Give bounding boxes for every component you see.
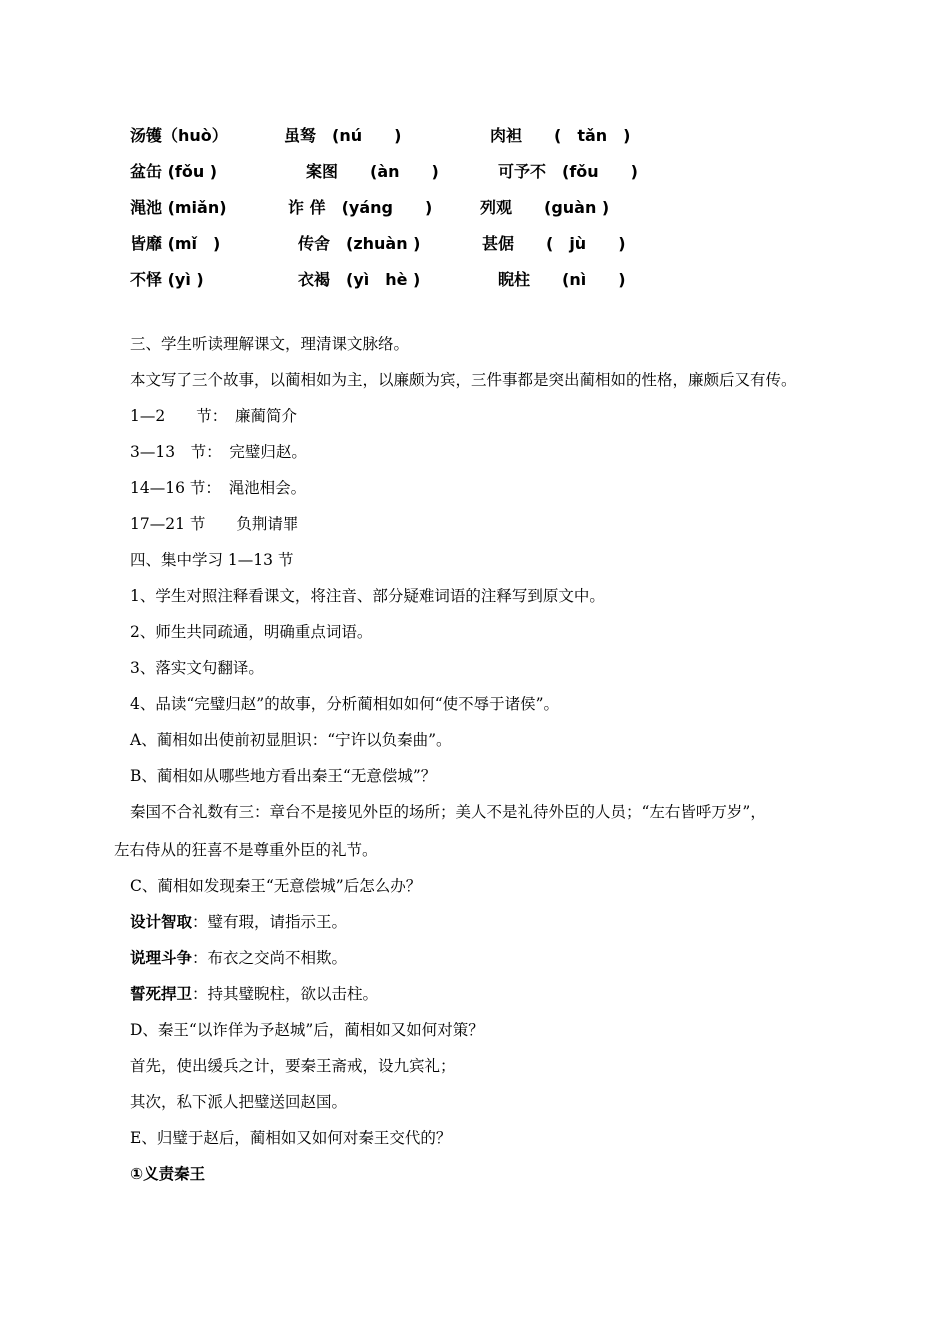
line-text: ：布衣之交尚不相欺。 [192, 949, 348, 967]
text-line [130, 946, 347, 970]
vocab-entry: 虽驽 (nú ) [284, 126, 402, 145]
vocab-entry: 甚倨 ( jù ) [482, 234, 626, 253]
text-line: E、归璧于赵后，蔺相如又如何对秦王交代的？ [130, 1129, 452, 1147]
vocab-entry: 睨柱 (nì ) [498, 270, 626, 289]
vocab-row [0, 124, 950, 148]
vocab-entry: 诈 佯 (yáng ) [288, 198, 433, 217]
bold-label: 设计智取 [130, 913, 193, 931]
text-line: 1—2 节： 廉蔺简介 [130, 407, 297, 425]
vocab-row [0, 232, 950, 256]
vocab-entry: 衣褐 (yì hè ) [298, 270, 421, 289]
vocab-entry: 汤镬（huò） [130, 126, 228, 145]
text-line: 本文写了三个故事，以蔺相如为主，以廉颇为宾，三件事都是突出蔺相如的性格，廉颇后又有传。 [130, 371, 797, 389]
text-line: 秦国不合礼数有三：章台不是接见外臣的场所；美人不是礼待外臣的人员；“左右皆呼万岁”， [130, 803, 766, 821]
vocab-entry: 渑池 (miǎn) [130, 198, 227, 217]
text-line: 14—16 节： 渑池相会。 [130, 479, 307, 497]
vocab-row [0, 196, 950, 220]
vocab-entry: 可予不 (fǒu ) [498, 162, 638, 181]
bold-label: 誓死捍卫 [130, 985, 193, 1003]
text-line: 3—13 节： 完璧归赵。 [130, 443, 307, 461]
text-line: C、蔺相如发现秦王“无意偿城”后怎么办？ [130, 877, 422, 895]
vocab-row [0, 268, 950, 292]
vocab-entry: 不怿 (yì ) [130, 270, 204, 289]
text-line: 左右侍从的狂喜不是尊重外臣的礼节。 [114, 841, 378, 859]
text-line: 4、品读“完璧归赵”的故事，分析蔺相如如何“使不辱于诸侯”。 [130, 695, 560, 713]
vocab-row [0, 160, 950, 184]
vocab-entry: 皆靡 (mǐ ) [130, 234, 221, 253]
text-line: 3、落实文句翻译。 [130, 659, 264, 677]
line-text: ：持其璧睨柱，欲以击柱。 [192, 985, 379, 1003]
text-line: 1、学生对照注释看课文，将注音、部分疑难词语的注释写到原文中。 [130, 587, 605, 605]
text-line: A、蔺相如出使前初显胆识：“宁许以负秦曲”。 [130, 731, 452, 749]
vocab-entry: 盆缶 (fǒu ) [130, 162, 218, 181]
text-line: 17—21 节 负荆请罪 [130, 515, 299, 533]
text-line: 2、师生共同疏通，明确重点词语。 [130, 623, 373, 641]
text-line: 三、学生听读理解课文，理清课文脉络。 [130, 335, 410, 353]
line-text: ：璧有瑕，请指示王。 [192, 913, 348, 931]
text-line [130, 910, 347, 934]
text-line [130, 982, 378, 1006]
vocab-entry: 肉袒 ( tǎn ) [490, 126, 631, 145]
text-line: ①义责秦王 [130, 1165, 206, 1183]
vocab-entry: 案图 (àn ) [306, 162, 439, 181]
text-line: 首先，使出缓兵之计，要秦王斋戒，设九宾礼； [130, 1057, 456, 1075]
bold-label: 说理斗争 [130, 949, 193, 967]
text-line: D、秦王“以诈佯为予赵城”后，蔺相如又如何对策？ [130, 1021, 484, 1039]
text-line: 四、集中学习 1—13 节 [130, 551, 294, 569]
vocab-entry: 列观 (guàn ) [480, 198, 610, 217]
text-line: B、蔺相如从哪些地方看出秦王“无意偿城”？ [130, 767, 437, 785]
text-line: 其次，私下派人把璧送回赵国。 [130, 1093, 348, 1111]
vocab-entry: 传舍 (zhuàn ) [298, 234, 421, 253]
